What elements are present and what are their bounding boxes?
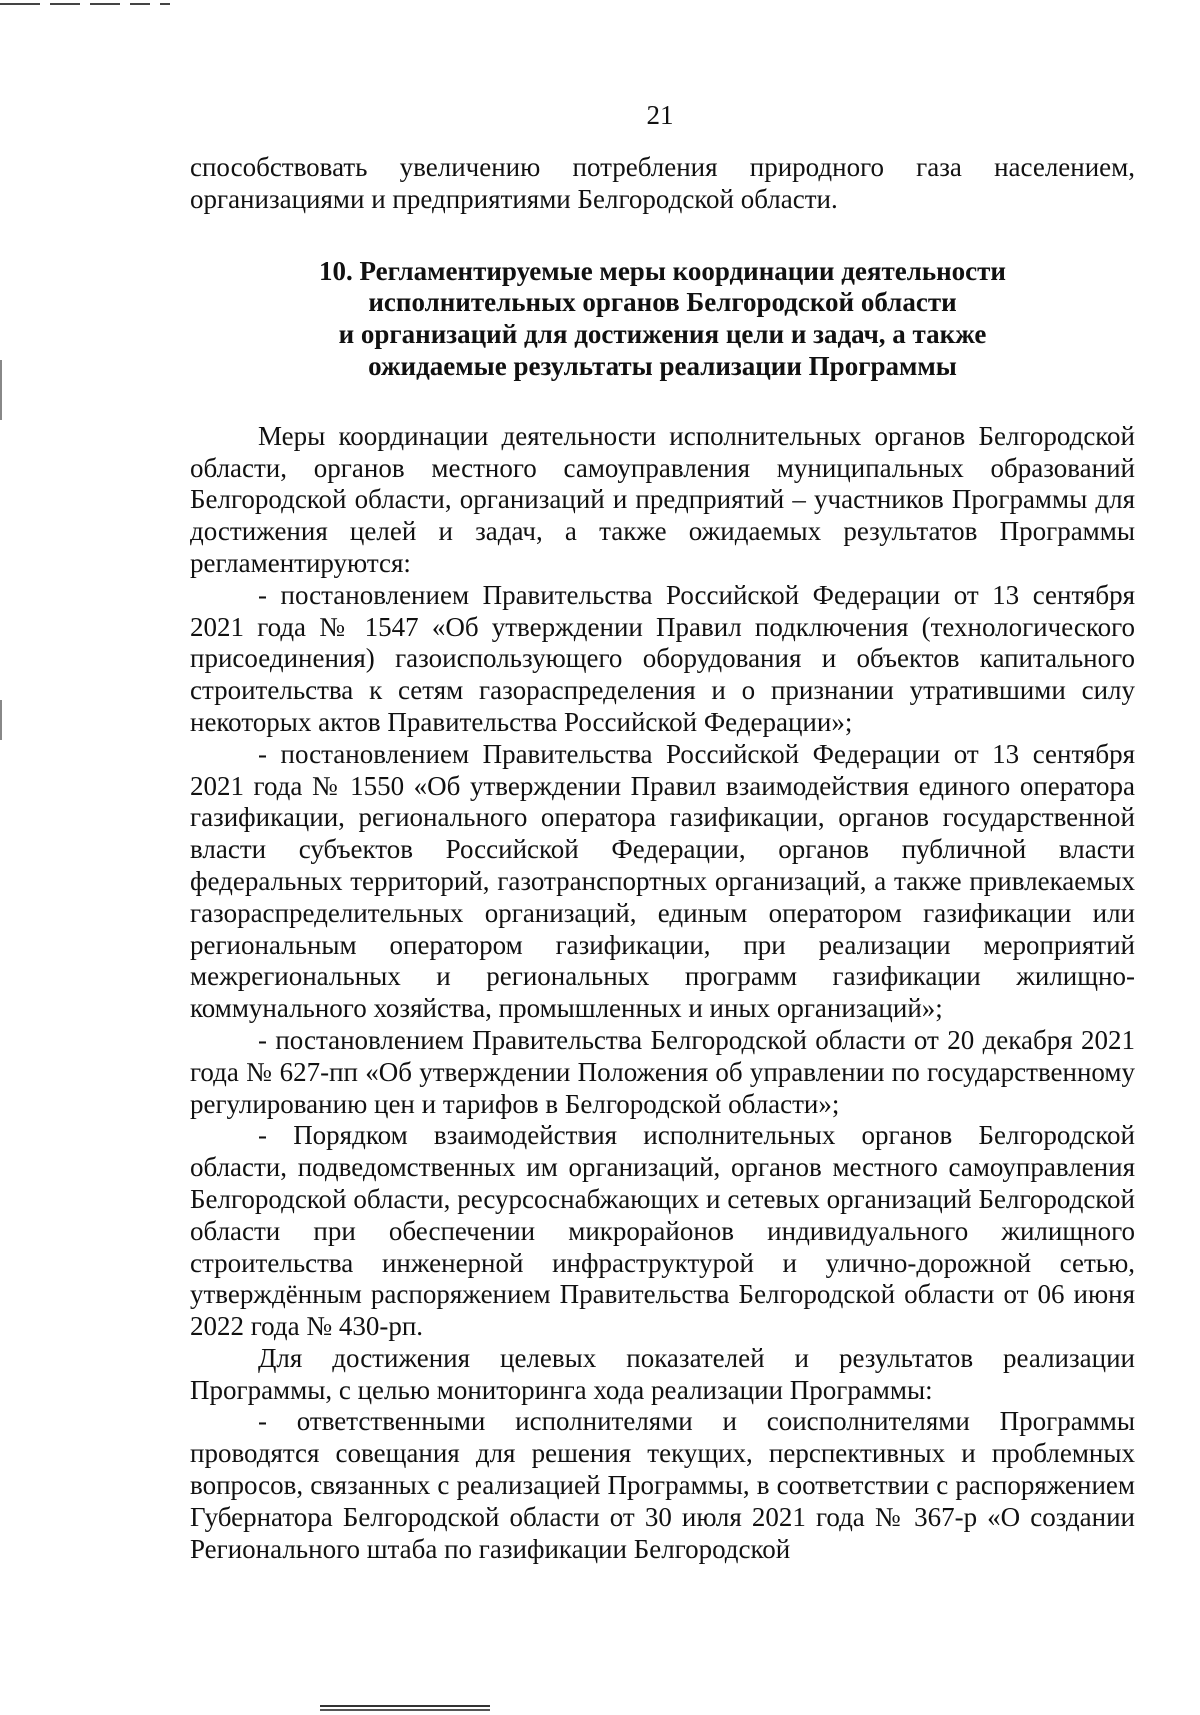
scan-artifact-left [0, 700, 2, 740]
scan-artifact-top [0, 0, 190, 8]
scan-artifact-bottom [320, 1709, 490, 1711]
list-item-meetings: - ответственными исполнителями и соисполнителями Программы проводятся совещания для решения текущих, перспективных и проблемных вопросов, связанных с реализацией Программы, в соответствии с распоряжением Губернатора Белгородской области от 30 июля 2021 года № 367-р «О создании Регионального штаба по газификации Белгородской [190, 1406, 1135, 1564]
scan-artifact-bottom [320, 1705, 490, 1707]
list-item-interaction-order: - Порядком взаимодействия исполнительных органов Белгородской области, подведомственных им организаций, органов местного самоуправления Белгородской области, ресурсоснабжающих и сетевых организаций Белгородской области при обеспечении микрорайонов индивидуального жилищного строительства инженерной инфраструктурой и улично-дорожной сетью, утверждённым распоряжением Правительства Белгородской области от 06 июня 2022 года № 430-рп. [190, 1120, 1135, 1342]
section-heading-line: исполнительных органов Белгородской области [368, 287, 957, 318]
list-item-decree-1547: - постановлением Правительства Российской Федерации от 13 сентября 2021 года № 1547 «Об утверждении Правил подключения (технологического присоединения) газоиспользующего оборудования и объектов капитального строительства к сетям газораспределения и о признании утратившими силу некоторых актов Правительства Российской Федерации»; [190, 579, 1135, 737]
section-heading-line: и организаций для достижения цели и задач, а также [338, 319, 987, 350]
section-heading-line: 10. Регламентируемые меры координации деятельности [319, 255, 1006, 286]
section-heading [190, 256, 1135, 383]
body-paragraph: Для достижения целевых показателей и результатов реализации Программы, с целью мониторинга хода реализации Программы: [190, 1342, 1135, 1405]
body-paragraph: Меры координации деятельности исполнительных органов Белгородской области, органов местного самоуправления муниципальных образований Белгородской области, организаций и предприятий – участников Программы для достижения целей и задач, а также ожидаемых результатов Программы регламентируются: [190, 420, 1135, 578]
list-item-decree-1550: - постановлением Правительства Российской Федерации от 13 сентября 2021 года № 1550 «Об утверждении Правил взаимодействия единого оператора газификации, регионального оператора газификации, органов государственной власти субъектов Российской Федерации, органов публичной власти федеральных территорий, газотранспортных организаций, а также привлекаемых газораспределительных организаций, единым оператором газификации или региональным оператором газификации, при реализации мероприятий межрегиональных и региональных программ газификации жилищно-коммунального хозяйства, промышленных и иных организаций»; [190, 738, 1135, 1024]
document-body [190, 152, 1135, 1565]
section-heading-line: ожидаемые результаты реализации Программы [368, 350, 957, 381]
intro-paragraph: способствовать увеличению потребления природного газа населением, организациями и предприятиями Белгородской области. [190, 152, 1135, 214]
page-number: 21 [646, 100, 674, 130]
list-item-decree-627: - постановлением Правительства Белгородской области от 20 декабря 2021 года № 627-пп «Об утверждении Положения об управлении по государственному регулированию цен и тарифов в Белгородской области»; [190, 1024, 1135, 1119]
scan-artifact-left [0, 360, 2, 420]
